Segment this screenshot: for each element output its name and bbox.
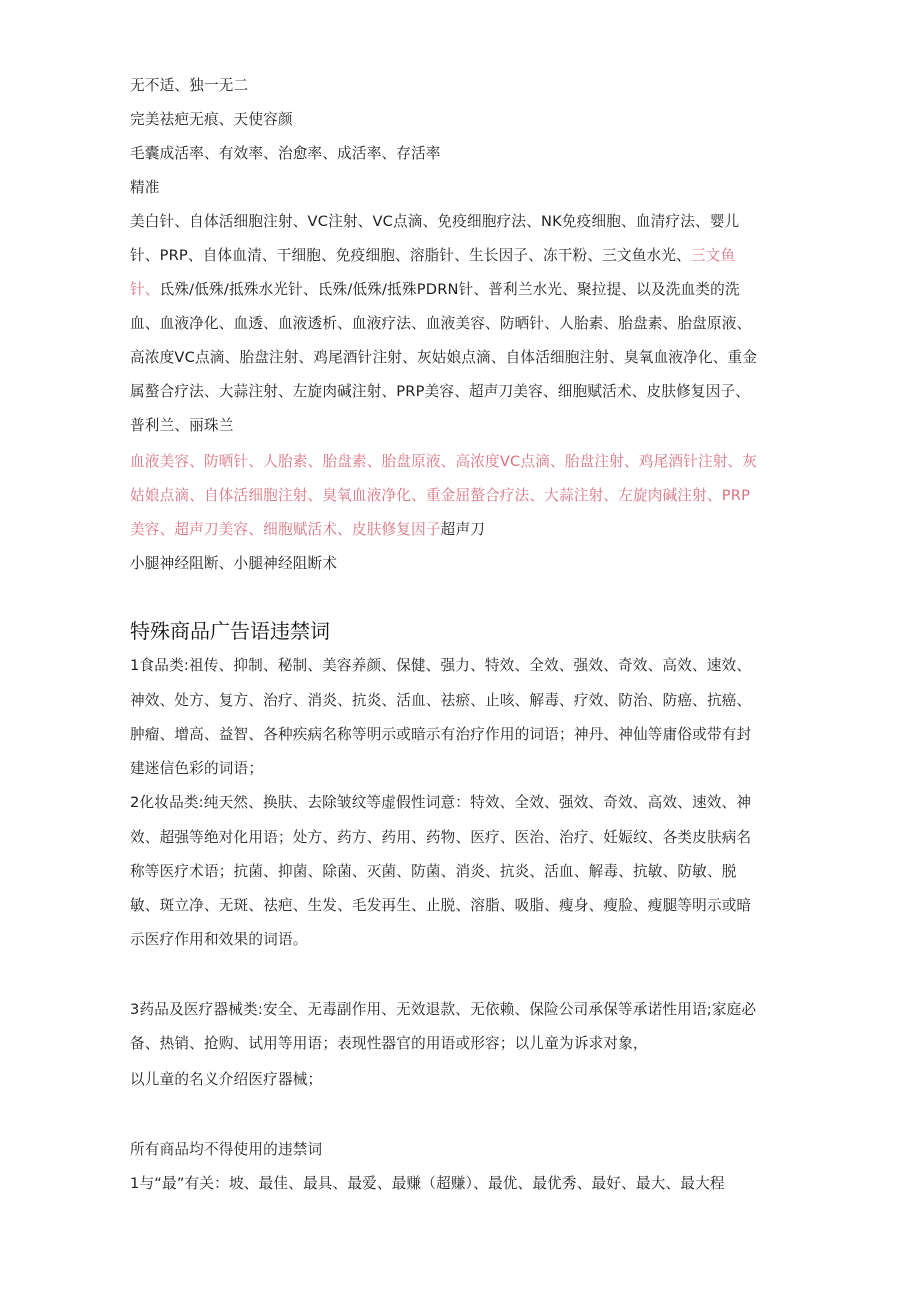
- text-line: [130, 452, 757, 472]
- text-line: [130, 486, 750, 506]
- text-segment: 2化妆品类:纯天然、换肤、去除皱纹等虚假性词意：特效、全效、强效、奇效、高效、速效、神: [130, 794, 752, 811]
- text-segment: 示医疗作用和效果的词语。: [130, 931, 308, 948]
- text-segment: 建迷信色彩的词语；: [130, 760, 264, 777]
- section-heading: [130, 618, 330, 644]
- text-segment: 称等医疗术语；抗菌、抑菌、除菌、灭菌、防菌、消炎、抗炎、活血、解毒、抗敏、防敏、脱: [130, 863, 737, 880]
- text-segment: 普利兰、丽珠兰: [130, 417, 234, 434]
- highlighted-text: 三文鱼: [690, 247, 736, 264]
- text-line: [130, 520, 485, 540]
- text-segment: 所有商品均不得使用的违禁词: [130, 1141, 323, 1158]
- text-line: [130, 862, 737, 882]
- text-line: [130, 416, 234, 436]
- text-segment: 完美祛疤无痕、天使容颜: [130, 111, 293, 128]
- text-segment: 效、超强等绝对化用语；处方、药方、药用、药物、医疗、医治、治疗、妊娠纹、各类皮肤病名: [130, 829, 752, 846]
- text-line: [130, 76, 248, 96]
- text-segment: 以儿童的名义介绍医疗器械；: [130, 1071, 323, 1088]
- text-segment: 敏、斑立净、无斑、祛疤、生发、毛发再生、止脱、溶脂、吸脂、瘦身、瘦脸、瘦腿等明示或暗: [130, 897, 752, 914]
- text-segment: 1与“最”有关：坡、最佳、最具、最爱、最赚（超赚）、最优、最优秀、最好、最大、最大程: [130, 1175, 725, 1192]
- text-segment: 3药品及医疗器械类:安全、无毒副作用、无效退款、无依赖、保险公司承保等承诺性用语;家庭必: [130, 1001, 757, 1018]
- text-segment: 属螯合疗法、大蒜注射、左旋肉碱注射、PRP美容、超声刀美容、细胞赋活术、皮肤修复因子、: [130, 383, 751, 400]
- text-line: [130, 759, 263, 779]
- text-segment: 小腿神经阻断、小腿神经阻断术: [130, 555, 338, 572]
- text-line: [130, 793, 751, 813]
- text-line: [130, 382, 750, 402]
- text-line: [130, 691, 751, 711]
- text-line: [130, 1174, 725, 1194]
- text-line: [130, 896, 751, 916]
- text-line: [130, 246, 735, 266]
- text-line: [130, 144, 441, 164]
- highlighted-text: 姑娘点滴、自体活细胞注射、臭氧血液净化、重金屈螯合疗法、大蒜注射、左旋肉碱注射、PRP: [130, 487, 751, 504]
- text-line: [130, 348, 757, 368]
- text-segment: 特殊商品广告语违禁词: [130, 619, 330, 643]
- text-line: [130, 178, 160, 198]
- text-line: [130, 828, 751, 848]
- text-segment: 神效、处方、复方、治疗、消炎、抗炎、活血、祛瘀、止咳、解毒、疗效、防治、防癌、抗癌、: [130, 692, 752, 709]
- text-line: [130, 212, 739, 232]
- text-segment: 精准: [130, 179, 160, 196]
- text-line: [130, 1140, 322, 1160]
- text-line: [130, 930, 308, 950]
- text-segment: 氐殊/低殊/抵殊水光针、氐殊/低殊/抵殊PDRN针、普利兰水光、聚拉提、以及洗血类的洗: [159, 281, 740, 298]
- text-segment: 美白针、自体活细胞注射、VC注射、VC点滴、免疫细胞疗法、NK免疫细胞、血清疗法、婴儿: [130, 213, 740, 230]
- text-segment: 1食品类:祖传、抑制、秘制、美容养颜、保健、强力、特效、全效、强效、奇效、高效、速效、: [130, 657, 752, 674]
- text-line: [130, 725, 751, 745]
- text-segment: 高浓度VC点滴、胎盘注射、鸡尾酒针注射、灰姑娘点滴、自体活细胞注射、臭氧血液净化、重金: [130, 349, 758, 366]
- text-line: [130, 554, 337, 574]
- text-line: [130, 110, 293, 130]
- text-segment: 肿瘤、增高、益智、各种疾病名称等明示或暗示有治疗作用的词语；神丹、神仙等庸俗或带有封: [130, 726, 752, 743]
- highlighted-text: 血液美容、防晒针、人胎素、胎盘素、胎盘原液、高浓度VC点滴、胎盘注射、鸡尾酒针注射、灰: [130, 453, 758, 470]
- text-segment: 针、PRP、自体血清、干细胞、免疫细胞、溶脂针、生长因子、冻干粉、三文鱼水光、: [130, 247, 691, 264]
- text-line: [130, 280, 740, 300]
- text-line: [130, 1000, 756, 1020]
- text-line: [130, 1070, 322, 1090]
- text-line: [130, 656, 751, 676]
- text-segment: 无不适、独一无二: [130, 77, 249, 94]
- text-segment: 毛囊成活率、有效率、治愈率、成活率、存活率: [130, 145, 441, 162]
- text-line: [130, 1034, 648, 1054]
- text-segment: 超声刀: [440, 521, 486, 538]
- highlighted-text: 针、: [130, 281, 160, 298]
- text-line: [130, 314, 751, 334]
- highlighted-text: 美容、超声刀美容、细胞赋活术、皮肤修复因子: [130, 521, 441, 538]
- text-segment: 血、血液净化、血透、血液透析、血液疗法、血液美容、防晒针、人胎素、胎盘素、胎盘原液、: [130, 315, 752, 332]
- text-segment: 备、热销、抢购、试用等用语；表现性器官的用语或形容；以儿童为诉求对象，: [130, 1035, 648, 1052]
